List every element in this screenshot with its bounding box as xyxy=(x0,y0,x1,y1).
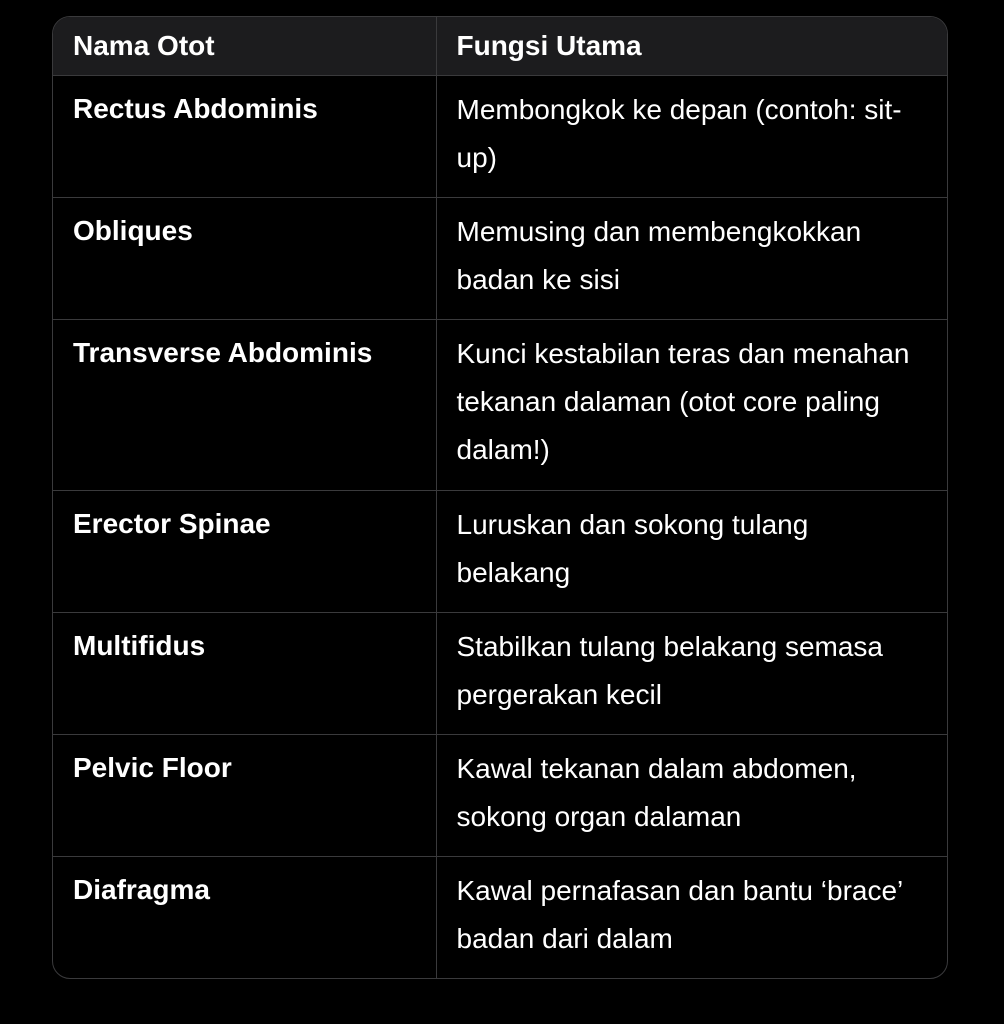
muscle-name-cell: Rectus Abdominis xyxy=(53,75,436,197)
table-body xyxy=(53,75,947,978)
function-cell: Kunci kestabilan teras dan menahan tekanan dalaman (otot core paling dalam!) xyxy=(436,319,947,490)
muscle-function-table xyxy=(53,17,947,978)
muscle-name-cell: Erector Spinae xyxy=(53,490,436,612)
column-header-muscle-name: Nama Otot xyxy=(53,17,436,75)
table-row xyxy=(53,197,947,319)
function-cell: Membongkok ke depan (contoh: sit-up) xyxy=(436,75,947,197)
table-row xyxy=(53,734,947,856)
function-cell: Kawal tekanan dalam abdomen, sokong organ dalaman xyxy=(436,734,947,856)
table-row xyxy=(53,612,947,734)
function-cell: Memusing dan membengkokkan badan ke sisi xyxy=(436,197,947,319)
function-cell: Kawal pernafasan dan bantu ‘brace’ badan dari dalam xyxy=(436,856,947,978)
function-cell: Luruskan dan sokong tulang belakang xyxy=(436,490,947,612)
table-row xyxy=(53,856,947,978)
muscle-name-cell: Transverse Abdominis xyxy=(53,319,436,490)
column-header-main-function: Fungsi Utama xyxy=(436,17,947,75)
table-header-row xyxy=(53,17,947,75)
muscle-table-container xyxy=(52,16,948,979)
muscle-name-cell: Obliques xyxy=(53,197,436,319)
muscle-name-cell: Multifidus xyxy=(53,612,436,734)
function-cell: Stabilkan tulang belakang semasa pergerakan kecil xyxy=(436,612,947,734)
muscle-name-cell: Diafragma xyxy=(73,873,210,905)
table-row xyxy=(53,319,947,490)
table-row xyxy=(53,490,947,612)
muscle-name-cell: Pelvic Floor xyxy=(53,734,436,856)
table-header xyxy=(53,17,947,75)
table-row xyxy=(53,75,947,197)
